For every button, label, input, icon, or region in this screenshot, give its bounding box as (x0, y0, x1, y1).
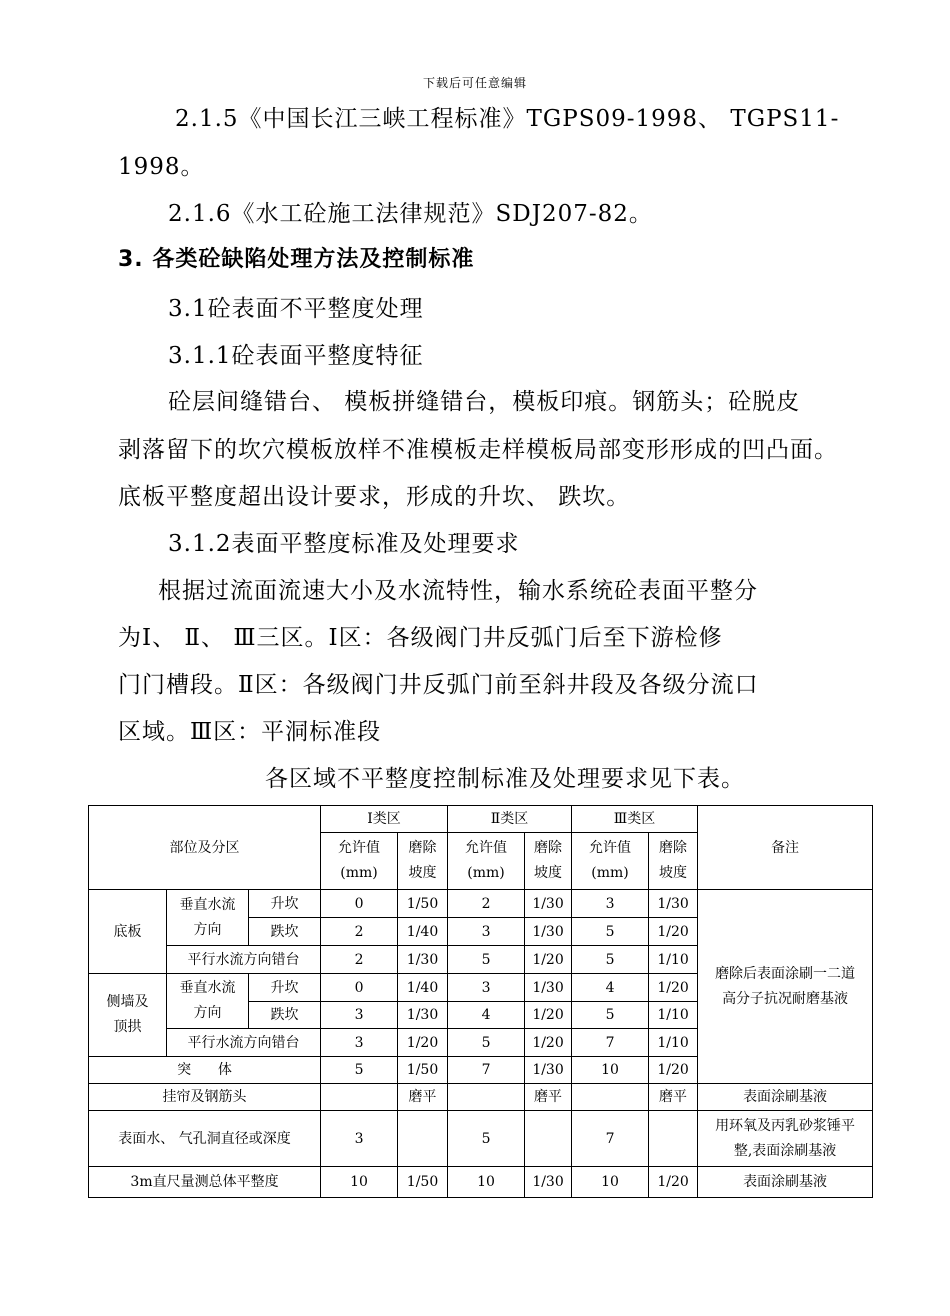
subsection-heading-3-1-1: 3.1.1砼表面平整度特征 (168, 343, 424, 369)
table-cell: 1/40 (398, 974, 448, 1002)
remark-base-2: 表面涂刷基液 (698, 1167, 873, 1198)
table-cell: 1/20 (525, 1029, 572, 1057)
remark-base-1: 表面涂刷基液 (698, 1084, 873, 1111)
paragraph-zones-line3: 门门槽段。Ⅱ区：各级阀门井反弧门前至斜井段及各级分流口 (118, 672, 759, 698)
table-cell: 5 (321, 1057, 398, 1084)
paragraph-zones-line4: 区域。Ⅲ区：平洞标准段 (118, 719, 382, 745)
row-perp-floor (167, 890, 249, 946)
remark-epoxy (698, 1111, 873, 1167)
header-part: 部位及分区 (169, 839, 240, 856)
wall-label: 侧墙及 (106, 994, 149, 1010)
paragraph-2-1-6: 2.1.6《水工砼施工法律规范》SDJ207-82。 (168, 201, 653, 227)
header-allow-1 (321, 833, 398, 890)
table-cell: 1/40 (398, 918, 448, 946)
table-cell (649, 1111, 698, 1167)
remark-main-line1: 磨除后表面涂刷一二道 (715, 965, 856, 982)
remark-epoxy-line1: 用环氧及丙乳砂浆锤平 (715, 1117, 856, 1134)
table-cell: 10 (448, 1167, 525, 1198)
table-cell: 1/30 (398, 946, 448, 974)
table-cell: 5 (572, 918, 649, 946)
slope-label-2: 坡度 (534, 865, 563, 881)
paragraph-zones-line1: 根据过流面流速大小及水流特性，输水系统砼表面平整分 (158, 578, 758, 604)
table-cell: 0 (321, 890, 398, 918)
table-cell: 1/10 (649, 1002, 698, 1029)
table-cell: 5 (572, 946, 649, 974)
table-row (89, 1111, 873, 1167)
flatness-standard-table (88, 805, 873, 1198)
allow-label: 允许值 (338, 840, 381, 856)
allow-label: 允许值 (589, 840, 632, 856)
row-label-parallel: 平行水流方向错台 (167, 946, 321, 974)
paragraph-zones-line2: 为Ⅰ、 Ⅱ、 Ⅲ三区。Ⅰ区：各级阀门井反弧门后至下游检修 (118, 625, 723, 651)
table-header-row-1 (89, 806, 873, 833)
table-cell: 1/20 (398, 1029, 448, 1057)
table-cell (525, 1111, 572, 1167)
table-cell: 5 (448, 946, 525, 974)
table-cell: 10 (321, 1167, 398, 1198)
paragraph-features-line3: 底板平整度超出设计要求，形成的升坎、 跌坎。 (118, 484, 631, 510)
allow-unit: (mm) (340, 865, 378, 881)
allow-label: 允许值 (465, 840, 508, 856)
header-slope-2 (525, 833, 572, 890)
header-zone-3-cell (572, 806, 698, 833)
paragraph-features-line2: 剥落留下的坎穴模板放样不准模板走样模板局部变形形成的凹凸面。 (118, 437, 838, 463)
table-cell: 4 (448, 1002, 525, 1029)
slope-label: 磨除 (408, 840, 437, 856)
header-allow-2 (448, 833, 525, 890)
row-label-drop: 跌坎 (249, 1002, 321, 1029)
table-cell: 3 (321, 1002, 398, 1029)
allow-unit: (mm) (467, 865, 505, 881)
table-cell: 1/20 (649, 1057, 698, 1084)
table-cell: 1/10 (649, 946, 698, 974)
row-label-bump (89, 1057, 321, 1084)
header-slope-3 (649, 833, 698, 890)
header-remark: 备注 (771, 839, 800, 856)
table-cell: 1/20 (525, 946, 572, 974)
table-cell: 1/30 (398, 1002, 448, 1029)
table-cell: 1/20 (525, 1002, 572, 1029)
subsection-heading-3-1-2: 3.1.2表面平整度标准及处理要求 (168, 531, 520, 557)
row-label-drop: 跌坎 (249, 918, 321, 946)
perp-label: 垂直水流 (179, 896, 236, 913)
header-allow-3 (572, 833, 649, 890)
table-cell: 10 (572, 1057, 649, 1084)
table-row (89, 1084, 873, 1111)
remark-main (698, 890, 873, 1084)
table-cell: 1/20 (649, 974, 698, 1002)
table-cell: 2 (321, 946, 398, 974)
table-cell: 1/50 (398, 890, 448, 918)
table-cell: 1/30 (525, 918, 572, 946)
table-cell: 5 (448, 1111, 525, 1167)
slope-label: 磨除 (659, 840, 688, 856)
table-cell (321, 1084, 398, 1111)
slope-label-2: 坡度 (408, 865, 437, 881)
perp-label-2: 方向 (193, 1005, 222, 1021)
wall-label-2: 顶拱 (113, 1019, 142, 1035)
table-cell: 3 (448, 974, 525, 1002)
table-cell: 7 (448, 1057, 525, 1084)
table-cell: 1/30 (525, 1167, 572, 1198)
row-label-ruler: 3m直尺量测总体平整度 (89, 1167, 321, 1198)
remark-epoxy-line2: 整,表面涂刷基液 (733, 1142, 837, 1159)
header-slope-1 (398, 833, 448, 890)
header-zone-1: Ⅰ类区 (367, 811, 401, 827)
header-zone-3: Ⅲ类区 (613, 811, 656, 827)
paragraph-2-1-5-line2: 1998。 (118, 154, 205, 180)
header-zone-2-cell (448, 806, 572, 833)
slope-label: 磨除 (534, 840, 563, 856)
table-cell: 5 (572, 1002, 649, 1029)
table-cell: 7 (572, 1029, 649, 1057)
table-cell: 磨平 (525, 1084, 572, 1111)
table-cell: 1/20 (649, 1167, 698, 1198)
table-cell: 磨平 (398, 1084, 448, 1111)
table-cell (572, 1084, 649, 1111)
table-cell: 1/10 (649, 1029, 698, 1057)
table-cell: 3 (448, 918, 525, 946)
table-cell (448, 1084, 525, 1111)
table-cell: 3 (321, 1029, 398, 1057)
table-cell: 4 (572, 974, 649, 1002)
table-cell: 磨平 (649, 1084, 698, 1111)
table-cell (398, 1111, 448, 1167)
table-cell: 0 (321, 974, 398, 1002)
table-cell: 3 (321, 1111, 398, 1167)
subsection-heading-3-1: 3.1砼表面不平整度处理 (168, 296, 424, 322)
row-group-wall (89, 974, 167, 1057)
row-perp-wall (167, 974, 249, 1029)
header-zone-2: Ⅱ类区 (490, 811, 529, 827)
table-cell: 2 (321, 918, 398, 946)
remark-main-line2: 高分子抗况耐磨基液 (722, 990, 849, 1007)
section-heading-3: 3. 各类砼缺陷处理方法及控制标准 (118, 247, 475, 272)
table-cell: 1/30 (525, 974, 572, 1002)
bump-label: 突 体 (177, 1062, 232, 1078)
row-label-pores: 表面水、 气孔洞直径或深度 (89, 1111, 321, 1167)
table-row (89, 890, 873, 918)
table-caption: 各区域不平整度控制标准及处理要求见下表。 (265, 766, 745, 792)
header-zone-1-cell (321, 806, 448, 833)
table-cell: 2 (448, 890, 525, 918)
header-part-cell (89, 806, 321, 890)
table-cell: 7 (572, 1111, 649, 1167)
table-cell: 1/50 (398, 1057, 448, 1084)
row-label-parallel: 平行水流方向错台 (167, 1029, 321, 1057)
table-cell: 5 (448, 1029, 525, 1057)
table-cell: 1/30 (649, 890, 698, 918)
allow-unit: (mm) (591, 865, 629, 881)
paragraph-2-1-5-line1: 2.1.5《中国长江三峡工程标准》TGPS09-1998、 TGPS11- (175, 106, 840, 132)
row-label-rise: 升坎 (249, 974, 321, 1002)
perp-label-2: 方向 (193, 921, 222, 938)
row-group-floor: 底板 (89, 890, 167, 974)
page-header: 下载后可任意编辑 (422, 76, 527, 90)
header-remark-cell (698, 806, 873, 890)
paragraph-features-line1: 砼层间缝错台、 模板拼缝错台，模板印痕。钢筋头；砼脱皮 (168, 389, 801, 415)
table-cell: 1/30 (525, 890, 572, 918)
table-cell: 1/20 (649, 918, 698, 946)
table-row (89, 1167, 873, 1198)
table-cell: 1/30 (525, 1057, 572, 1084)
table-cell: 1/50 (398, 1167, 448, 1198)
row-label-hang: 挂帘及钢筋头 (89, 1084, 321, 1111)
slope-label-2: 坡度 (659, 865, 688, 881)
perp-label: 垂直水流 (179, 980, 236, 996)
table-cell: 10 (572, 1167, 649, 1198)
row-label-rise: 升坎 (249, 890, 321, 918)
table-cell: 3 (572, 890, 649, 918)
